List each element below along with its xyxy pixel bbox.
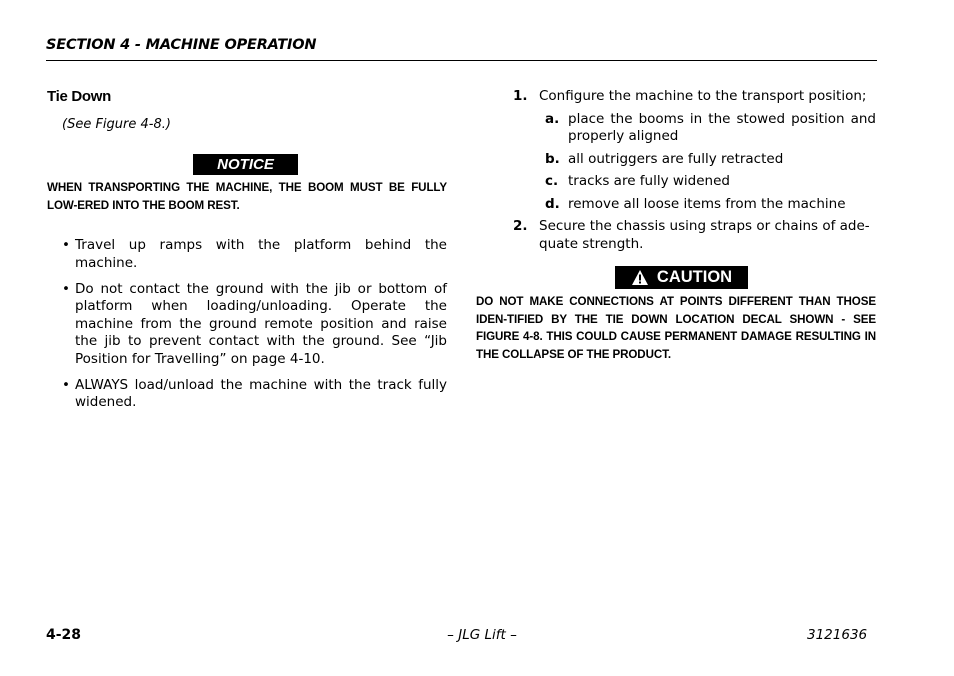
step-list	[513, 88, 876, 258]
caution-label	[615, 266, 748, 289]
footer-brand: – JLG Lift –	[447, 627, 517, 643]
step-number: 1.	[513, 88, 528, 104]
substep-item	[539, 111, 876, 146]
figure-reference: (See Figure 4-8.)	[62, 117, 171, 132]
document-number: 3121636	[807, 627, 868, 643]
substep-item	[539, 151, 876, 169]
substep-letter: a.	[545, 110, 560, 127]
bullet-text: Travel up ramps with the platform behind the machine.	[75, 237, 447, 271]
caution-text: DO NOT MAKE CONNECTIONS AT POINTS DIFFERENT THAN THOSE IDEN-TIFIED BY THE TIE DOWN LOCATION DECAL SHOWN - SEE FIGURE 4-8. THIS COULD CAUSE PERMANENT DAMAGE RESULTING IN THE COLLAPSE OF THE PRODUCT.	[476, 295, 876, 361]
substep-item	[539, 196, 876, 214]
substep-text: place the booms in the stowed position and properly aligned	[568, 110, 876, 144]
list-item	[62, 281, 447, 369]
caution-label-text: CAUTION	[656, 268, 733, 286]
page-number: 4-28	[46, 627, 82, 643]
substep-text: remove all loose items from the machine	[568, 195, 846, 212]
bullet-list	[62, 237, 447, 420]
step-text: Configure the machine to the transport position;	[539, 88, 867, 104]
bullet-text: Do not contact the ground with the jib or bottom of platform when loading/unloading. Operate the machine from the ground remote position and raise the jib to prevent contact with the ground. See “Jib Position for Travelling” on page 4-10.	[75, 280, 447, 367]
substep-list	[539, 111, 876, 214]
section-header: SECTION 4 - MACHINE OPERATION	[46, 37, 317, 53]
warning-triangle-icon	[631, 269, 649, 286]
substep-item	[539, 173, 876, 191]
step-number: 2.	[513, 218, 528, 234]
step-item	[513, 218, 876, 253]
section-heading: Tie Down	[47, 88, 111, 105]
bullet-icon: •	[62, 237, 70, 253]
notice-label: NOTICE	[193, 154, 298, 175]
bullet-icon: •	[62, 280, 70, 297]
substep-letter: d.	[545, 195, 560, 212]
list-item	[62, 377, 447, 412]
substep-letter: c.	[545, 173, 559, 189]
notice-text: WHEN TRANSPORTING THE MACHINE, THE BOOM MUST BE FULLY LOW-ERED INTO THE BOOM REST.	[47, 181, 447, 212]
header-divider	[46, 60, 877, 61]
bullet-text: ALWAYS load/unload the machine with the track fully widened.	[75, 376, 447, 410]
step-text: Secure the chassis using straps or chains of ade-quate strength.	[539, 218, 870, 252]
bullet-icon: •	[62, 376, 70, 393]
substep-text: tracks are fully widened	[568, 173, 730, 189]
step-item	[513, 88, 876, 213]
substep-letter: b.	[545, 150, 560, 167]
substep-text: all outriggers are fully retracted	[568, 150, 784, 167]
list-item	[62, 237, 447, 272]
